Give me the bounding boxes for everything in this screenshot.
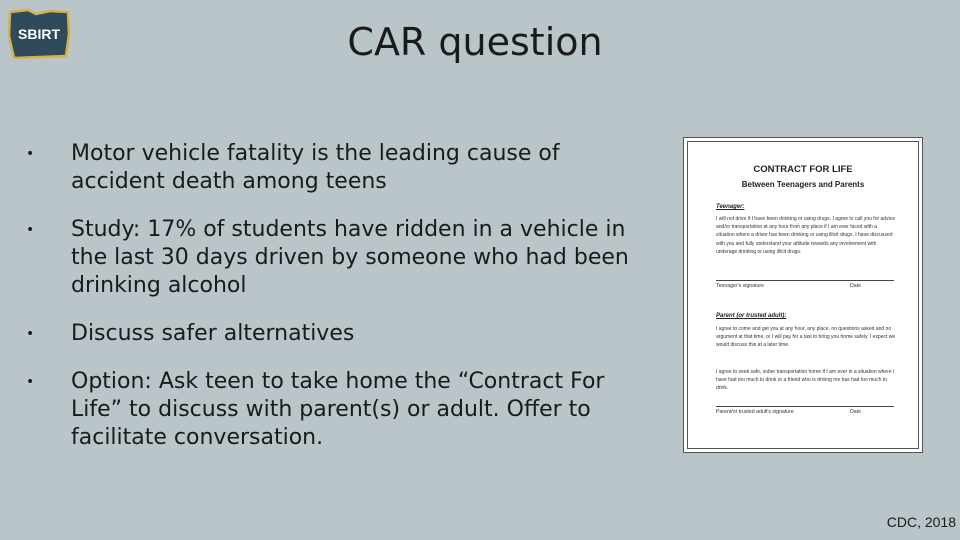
bullet-icon: • <box>26 326 35 342</box>
teen-signature-label: Teenager's signature <box>716 283 764 289</box>
list-item <box>26 140 646 196</box>
date-label: Date <box>850 409 861 415</box>
list-item <box>26 320 646 348</box>
bullet-text: Discuss safer alternatives <box>71 321 355 346</box>
bullet-text: Study: 17% of students have ridden in a vehicle in the last 30 days driven by someone who had been drinking alcohol <box>71 217 629 298</box>
signature-line <box>716 406 894 407</box>
contract-document <box>687 141 919 449</box>
bullet-text: Option: Ask teen to take home the “Contract For Life” to discuss with parent(s) or adult. Offer to facilitate conversation. <box>71 369 605 450</box>
bullet-icon: • <box>26 222 35 238</box>
contract-title: CONTRACT FOR LIFE <box>753 164 853 175</box>
parent-transport-text: I agree to seek safe, sober transportation home if I am ever in a situation where I have had too much to drink or a friend who is driving me has had too much to drink. <box>716 369 895 392</box>
teen-section-heading: Teenager: <box>716 204 745 210</box>
contract-for-life-image <box>683 137 923 453</box>
list-item <box>26 368 646 452</box>
bullet-text: Motor vehicle fatality is the leading cause of accident death among teens <box>71 141 560 194</box>
contract-subtitle: Between Teenagers and Parents <box>741 180 865 189</box>
list-item <box>26 216 646 300</box>
source-credit: CDC, 2018 <box>886 514 956 530</box>
logo-label: SBIRT <box>18 26 60 42</box>
date-label: Date <box>850 283 861 289</box>
bullet-icon: • <box>26 374 35 390</box>
teen-pledge-text: I will not drive if I have been drinking or using drugs. I agree to call you for advice and/or transportation at any hour from any place if I am ever faced with a situation where a driver has been drinking or using illicit drugs. I have discussed with you and fully understand your attitude towards any involvement with underage drinking or using illicit drugs. <box>716 216 895 255</box>
bullet-icon: • <box>26 146 35 162</box>
bullet-list <box>26 140 646 472</box>
parent-pledge-text: I agree to come and get you at any hour, any place, no questions asked and no argument at that time, or I will pay for a taxi to bring you home safely. I expect we would discuss this at a later time. <box>716 326 896 349</box>
parent-signature-label: Parent/or trusted adult's signature <box>716 409 794 415</box>
signature-line <box>716 280 894 281</box>
parent-section-heading: Parent (or trusted adult): <box>716 313 787 319</box>
page-title: CAR question <box>347 20 603 64</box>
sbirt-logo <box>6 6 74 62</box>
